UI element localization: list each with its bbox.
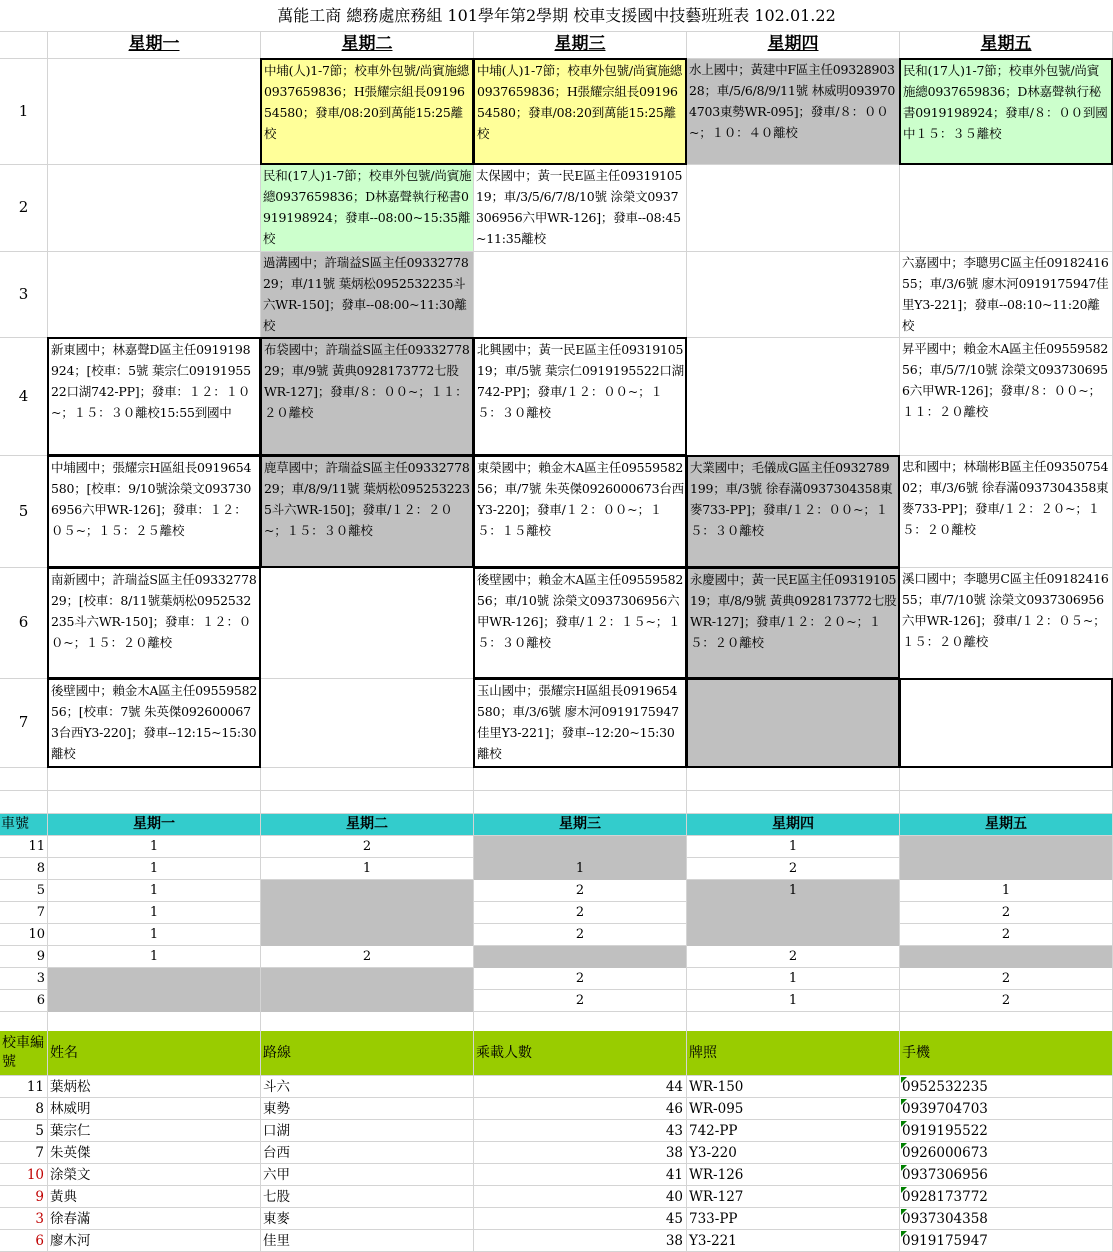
bus-count-cell bbox=[48, 990, 260, 1012]
bus-count-cell: 1 bbox=[362, 861, 372, 876]
driver-name-cell: 徐春滿 bbox=[50, 1211, 91, 1227]
bus-count-cell bbox=[474, 946, 686, 968]
schedule-cell: 中埔(人)1-7節；校車外包號/尚賓施總0937659836；H張耀宗組長0919654580；發車/08:20到萬能15:25離校 bbox=[473, 58, 687, 165]
schedule-cell: 南新國中；許瑞益S區主任0933277829；[校車：8/11號葉炳松0952532235斗六WR-150]；發車：１２：００~；１５：２０離校 bbox=[47, 567, 261, 679]
schedule-cell: 北興國中；黃一民E區主任0931910519；車/5號 葉宗仁0919195522口湖742-PP]；發車/１２：００~；１５：３０離校 bbox=[473, 337, 687, 456]
bus-id-cell: 11 bbox=[26, 1079, 44, 1095]
bus-number-cell: 3 bbox=[36, 971, 45, 986]
schedule-cell: 後壁國中；賴金木A區主任0955958256；車/10號 涂榮文0937306956六甲WR-126]；發車/１２：１５~；１５：３０離校 bbox=[473, 567, 687, 679]
route-cell: 佳里 bbox=[263, 1233, 290, 1249]
bus-number-cell: 9 bbox=[36, 949, 45, 964]
number-as-text-indicator-icon bbox=[901, 1077, 907, 1083]
bus-count-cell: 1 bbox=[788, 839, 798, 854]
bus-id-cell: 5 bbox=[35, 1123, 44, 1139]
schedule-cell: 東榮國中；賴金木A區主任0955958256；車/7號 朱英傑0926000673台西Y3-220]；發車/１２：００~；１５：１５離校 bbox=[473, 455, 687, 568]
capacity-cell: 44 bbox=[665, 1079, 683, 1095]
bus-number-cell: 11 bbox=[28, 839, 45, 854]
period-number: 3 bbox=[18, 285, 29, 303]
bus-count-cell: 1 bbox=[149, 927, 159, 942]
bus-table-header: 星期三 bbox=[474, 814, 686, 835]
bus-count-cell: 2 bbox=[575, 993, 585, 1008]
driver-table-header: 乘載人數 bbox=[474, 1031, 686, 1075]
bus-id-cell: 9 bbox=[35, 1189, 44, 1205]
bus-count-cell: 2 bbox=[362, 839, 372, 854]
bus-count-cell: 1 bbox=[149, 839, 159, 854]
bus-count-cell: 2 bbox=[1001, 905, 1011, 920]
number-as-text-indicator-icon bbox=[901, 1187, 907, 1193]
bus-count-cell bbox=[900, 836, 1112, 858]
bus-number-cell: 5 bbox=[36, 883, 45, 898]
driver-name-cell: 黃典 bbox=[50, 1189, 77, 1205]
driver-name-cell: 廖木河 bbox=[50, 1233, 91, 1249]
bus-count-cell: 2 bbox=[575, 971, 585, 986]
bus-count-cell: 2 bbox=[788, 949, 798, 964]
bus-id-cell: 8 bbox=[35, 1101, 44, 1117]
number-as-text-indicator-icon bbox=[901, 1121, 907, 1127]
day-header-mon: 星期一 bbox=[128, 34, 180, 54]
period-number: 6 bbox=[18, 613, 29, 631]
bus-count-cell: 2 bbox=[575, 905, 585, 920]
bus-id-cell: 3 bbox=[35, 1211, 44, 1227]
bus-count-cell: 2 bbox=[575, 927, 585, 942]
route-cell: 東麥 bbox=[263, 1211, 290, 1227]
number-as-text-indicator-icon bbox=[901, 1165, 907, 1171]
bus-id-cell: 10 bbox=[26, 1167, 44, 1183]
phone-cell: 0919195522 bbox=[902, 1123, 988, 1139]
driver-table-header: 姓名 bbox=[48, 1031, 260, 1075]
phone-cell: 0937304358 bbox=[902, 1211, 988, 1227]
schedule-cell: 中埔(人)1-7節；校車外包號/尚賓施總0937659836；H張耀宗組長0919654580；發車/08:20到萬能15:25離校 bbox=[260, 58, 474, 165]
capacity-cell: 38 bbox=[665, 1145, 683, 1161]
bus-count-cell bbox=[900, 858, 1112, 880]
day-header-thu: 星期四 bbox=[767, 34, 819, 54]
bus-count-cell: 1 bbox=[149, 905, 159, 920]
page-title: 萬能工商 總務處庶務組 101學年第2學期 校車支援國中技藝班班表 102.01.22 bbox=[0, 0, 1113, 31]
driver-table-header: 手機 bbox=[900, 1031, 1112, 1075]
schedule-cell: 民和(17人)1-7節；校車外包號/尚賓施總0937659836；D林嘉聲執行秘書0919198924；發車--08:00~15:35離校 bbox=[261, 165, 473, 251]
plate-cell: 733-PP bbox=[689, 1211, 738, 1227]
bus-number-cell: 10 bbox=[28, 927, 45, 942]
bus-table-header: 星期二 bbox=[261, 814, 473, 835]
schedule-cell: 大業國中；毛儀成G區主任0932789199；車/3號 徐春滿0937304358東麥733-PP]；發車/１２：００~；１５：３０離校 bbox=[686, 455, 900, 568]
plate-cell: 742-PP bbox=[689, 1123, 738, 1139]
bus-count-cell: 2 bbox=[362, 949, 372, 964]
bus-count-cell bbox=[261, 990, 473, 1012]
phone-cell: 0952532235 bbox=[902, 1079, 988, 1095]
route-cell: 斗六 bbox=[263, 1079, 290, 1095]
bus-count-cell bbox=[261, 902, 473, 924]
bus-count-cell: 2 bbox=[788, 861, 798, 876]
schedule-cell: 新東國中；林嘉聲D區主任0919198924；[校車：5號 葉宗仁0919195522口湖742-PP]；發車：１２：１０~；１５：３０離校15:55到國中 bbox=[47, 337, 261, 456]
schedule-cell bbox=[899, 678, 1113, 768]
grid-line bbox=[0, 790, 1113, 791]
bus-count-cell: 2 bbox=[1001, 993, 1011, 1008]
phone-cell: 0937306956 bbox=[902, 1167, 988, 1183]
number-as-text-indicator-icon bbox=[901, 1143, 907, 1149]
bus-count-cell bbox=[900, 946, 1112, 968]
driver-name-cell: 葉宗仁 bbox=[50, 1123, 91, 1139]
period-number: 1 bbox=[18, 102, 29, 120]
bus-count-cell: 2 bbox=[1001, 927, 1011, 942]
route-cell: 口湖 bbox=[263, 1123, 290, 1139]
bus-table-header: 星期四 bbox=[687, 814, 899, 835]
plate-cell: Y3-220 bbox=[689, 1145, 737, 1161]
plate-cell: WR-127 bbox=[689, 1189, 744, 1205]
phone-cell: 0926000673 bbox=[902, 1145, 988, 1161]
period-number: 5 bbox=[18, 502, 29, 520]
schedule-cell bbox=[686, 678, 900, 768]
capacity-cell: 40 bbox=[665, 1189, 683, 1205]
bus-count-cell: 2 bbox=[1001, 971, 1011, 986]
driver-name-cell: 朱英傑 bbox=[50, 1145, 91, 1161]
route-cell: 六甲 bbox=[263, 1167, 290, 1183]
route-cell: 台西 bbox=[263, 1145, 290, 1161]
period-number: 7 bbox=[18, 713, 29, 731]
schedule-cell: 溪口國中；李聰男C區主任0918241655；車/7/10號 涂榮文0937306956六甲WR-126]；發車/１２：０５~；１５：２０離校 bbox=[900, 568, 1112, 678]
bus-id-cell: 7 bbox=[35, 1145, 44, 1161]
day-header-tue: 星期二 bbox=[341, 34, 393, 54]
capacity-cell: 45 bbox=[665, 1211, 683, 1227]
day-header-wed: 星期三 bbox=[554, 34, 606, 54]
schedule-cell: 六嘉國中；李聰男C區主任0918241655；車/3/6號 廖木河0919175947佳里Y3-221]；發車--08:10~11:20離校 bbox=[900, 252, 1112, 337]
driver-name-cell: 葉炳松 bbox=[50, 1079, 91, 1095]
bus-number-cell: 7 bbox=[36, 905, 45, 920]
bus-count-cell: 2 bbox=[575, 883, 585, 898]
period-number: 4 bbox=[18, 387, 29, 405]
schedule-cell: 中埔國中；張耀宗H區組長0919654580；[校車：9/10號涂榮文0937306956六甲WR-126]；發車：１２：０５~；１５：２５離校 bbox=[47, 455, 261, 568]
schedule-cell: 忠和國中；林瑞彬B區主任0935075402；車/3/6號 徐春滿0937304358東麥733-PP]；發車/１２：２０~；１５：２０離校 bbox=[900, 456, 1112, 567]
number-as-text-indicator-icon bbox=[901, 1099, 907, 1105]
number-as-text-indicator-icon bbox=[901, 1209, 907, 1215]
bus-count-cell: 1 bbox=[149, 949, 159, 964]
period-number: 2 bbox=[18, 198, 29, 216]
capacity-cell: 46 bbox=[665, 1101, 683, 1117]
schedule-cell: 布袋國中；許瑞益S區主任0933277829；車/9號 黃典0928173772七股WR-127]；發車/８：００~；１１：２０離校 bbox=[260, 337, 474, 456]
plate-cell: WR-126 bbox=[689, 1167, 744, 1183]
day-header-fri: 星期五 bbox=[980, 34, 1032, 54]
route-cell: 東勢 bbox=[263, 1101, 290, 1117]
phone-cell: 0928173772 bbox=[902, 1189, 988, 1205]
capacity-cell: 38 bbox=[665, 1233, 683, 1249]
schedule-cell: 後壁國中；賴金木A區主任0955958256；[校車：7號 朱英傑0926000673台西Y3-220]；發車--12:15~15:30離校 bbox=[47, 678, 261, 768]
plate-cell: WR-095 bbox=[689, 1101, 744, 1117]
bus-count-cell: 1 bbox=[788, 993, 798, 1008]
bus-number-cell: 6 bbox=[36, 993, 45, 1008]
schedule-cell: 玉山國中；張耀宗H區組長0919654580；車/3/6號 廖木河0919175947佳里Y3-221]；發車--12:20~15:30離校 bbox=[473, 678, 687, 768]
bus-count-cell bbox=[687, 924, 899, 946]
bus-count-cell: 1 bbox=[1001, 883, 1011, 898]
schedule-cell: 昇平國中；賴金木A區主任0955958256；車/5/7/10號 涂榮文0937306956六甲WR-126]；發車/８：００~；１１：２０離校 bbox=[900, 338, 1112, 455]
bus-table-header: 車號 bbox=[0, 814, 47, 835]
bus-count-cell: 1 bbox=[149, 883, 159, 898]
schedule-cell: 過溝國中；許瑞益S區主任0933277829；車/11號 葉炳松0952532235斗六WR-150]；發車--08:00~11:30離校 bbox=[261, 252, 473, 337]
bus-id-cell: 6 bbox=[35, 1233, 44, 1249]
bus-count-cell: 1 bbox=[687, 880, 899, 902]
driver-table-header: 校車編號 bbox=[0, 1031, 47, 1075]
bus-count-cell bbox=[687, 902, 899, 924]
number-as-text-indicator-icon bbox=[901, 1231, 907, 1237]
bus-count-cell bbox=[474, 836, 686, 858]
phone-cell: 0919175947 bbox=[902, 1233, 988, 1249]
plate-cell: WR-150 bbox=[689, 1079, 744, 1095]
bus-count-cell bbox=[261, 880, 473, 902]
schedule-cell: 民和(17人)1-7節；校車外包號/尚賓施總0937659836；D林嘉聲執行秘書0919198924；發車/８：００到國中１５：３５離校 bbox=[899, 58, 1113, 165]
capacity-cell: 43 bbox=[665, 1123, 683, 1139]
bus-count-cell bbox=[261, 968, 473, 990]
plate-cell: Y3-221 bbox=[689, 1233, 737, 1249]
bus-number-cell: 8 bbox=[36, 861, 45, 876]
phone-cell: 0939704703 bbox=[902, 1101, 988, 1117]
schedule-cell: 太保國中；黃一民E區主任0931910519；車/3/5/6/7/8/10號 涂榮文0937306956六甲WR-126]；發車--08:45~11:35離校 bbox=[474, 165, 686, 251]
schedule-cell: 鹿草國中；許瑞益S區主任0933277829；車/8/9/11號 葉炳松0952532235斗六WR-150]；發車/１２：２０~；１５：３０離校 bbox=[260, 455, 474, 568]
bus-count-cell bbox=[261, 924, 473, 946]
bus-table-header: 星期五 bbox=[900, 814, 1112, 835]
driver-table-header: 路線 bbox=[261, 1031, 473, 1075]
route-cell: 七股 bbox=[263, 1189, 290, 1205]
driver-table-header: 牌照 bbox=[687, 1031, 899, 1075]
bus-count-cell bbox=[48, 968, 260, 990]
driver-name-cell: 林威明 bbox=[50, 1101, 91, 1117]
schedule-cell: 永慶國中；黃一民E區主任0931910519；車/8/9號 黃典0928173772七股WR-127]；發車/１２：２０~；１５：２０離校 bbox=[686, 567, 900, 679]
schedule-cell: 水上國中；黃建中F區主任0932890328；車/5/6/8/9/11號 林威明0939704703東勢WR-095]；發車/８：００~；１０：４０離校 bbox=[687, 59, 899, 164]
bus-count-cell: 1 bbox=[788, 971, 798, 986]
bus-count-cell: 1 bbox=[474, 858, 686, 880]
capacity-cell: 41 bbox=[665, 1167, 683, 1183]
bus-count-cell: 1 bbox=[149, 861, 159, 876]
driver-name-cell: 涂榮文 bbox=[50, 1167, 91, 1183]
bus-table-header: 星期一 bbox=[48, 814, 260, 835]
